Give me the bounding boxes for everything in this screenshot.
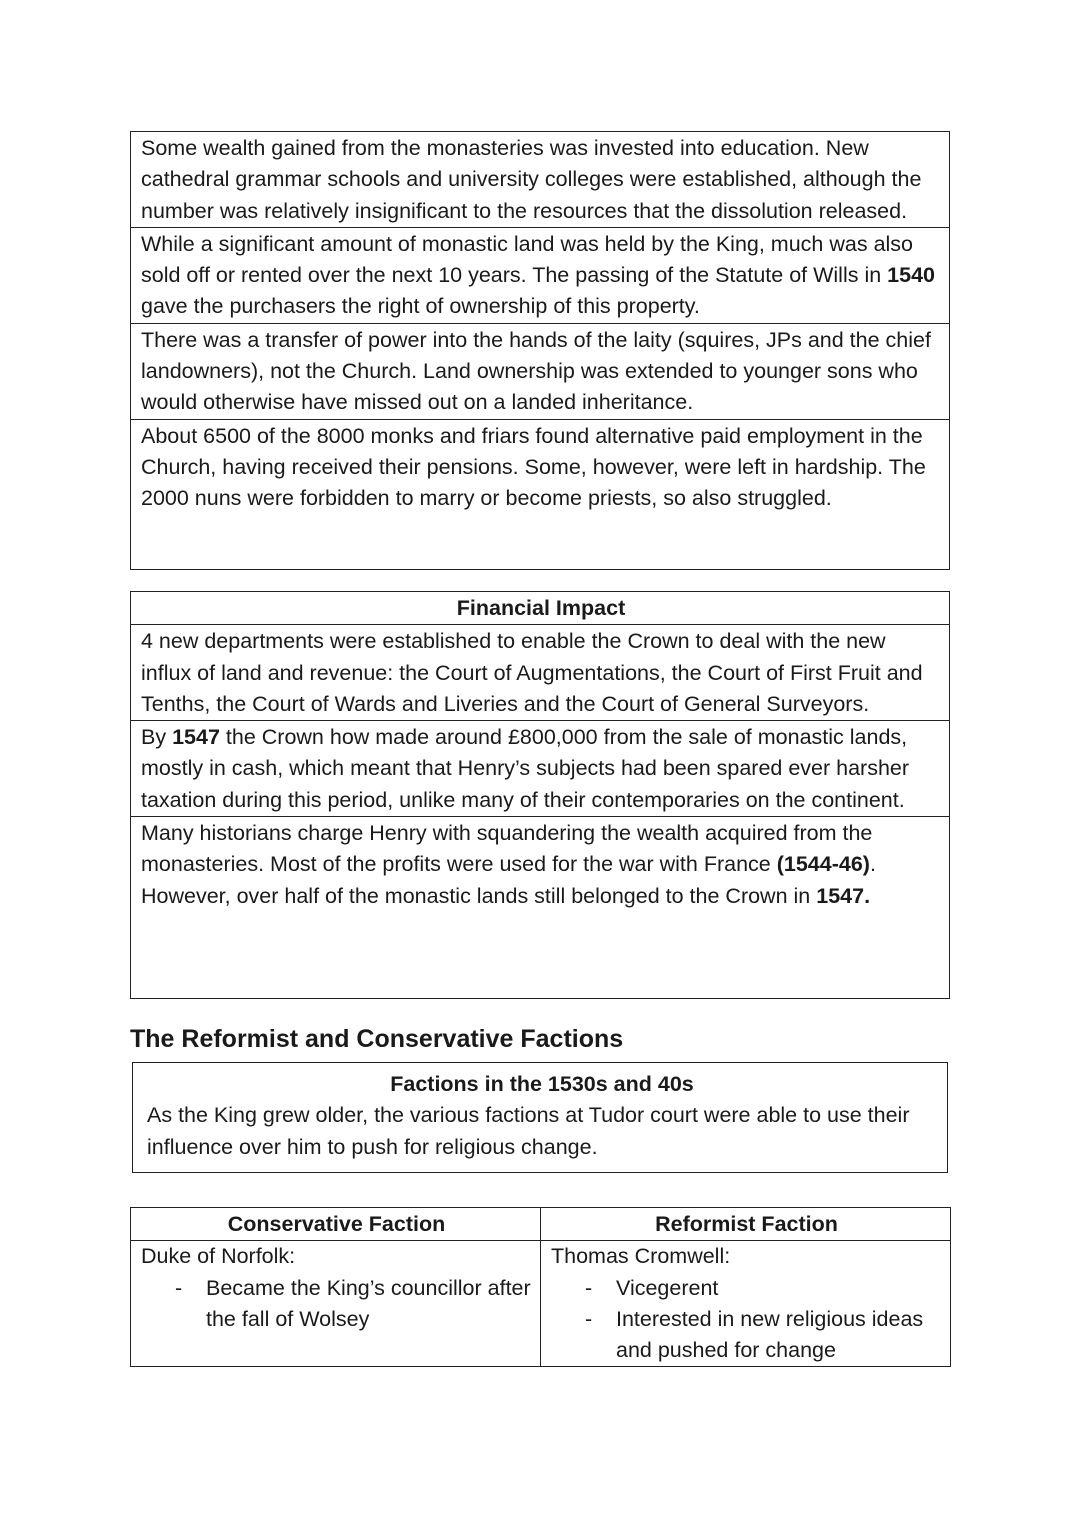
- conservative-points: [141, 1273, 532, 1336]
- squandering-paragraph: Many historians charge Henry with squandering the wealth acquired from the monasteries. Most of the profits were used for the war with France (1544-46). However, over half of the monastic lands still belonged to the Crown in 1547.: [131, 816, 949, 912]
- section-heading: The Reformist and Conservative Factions: [130, 1025, 624, 1053]
- conservative-cell: [131, 1241, 541, 1367]
- factions-intro-body: As the King grew older, the various factions at Tudor court were able to use their influence over him to push for religious change.: [147, 1103, 910, 1159]
- list-item: - Vicegerent: [551, 1273, 942, 1304]
- financial-impact-title: Financial Impact: [456, 596, 626, 620]
- list-item: - Became the King’s councillor after the fall of Wolsey: [141, 1273, 532, 1336]
- land-sale-paragraph: While a significant amount of monastic land was held by the King, much was also sold off or rented over the next 10 years. The passing of the Statute of Wills in 1540 gave the purchasers the right of ownership of this property.: [131, 227, 949, 323]
- reformist-cell: [541, 1241, 951, 1367]
- conservative-member-name: Duke of Norfolk:: [141, 1244, 296, 1269]
- factions-intro-title: Factions in the 1530s and 40s: [390, 1072, 694, 1096]
- reformist-member-name: Thomas Cromwell:: [551, 1244, 731, 1269]
- reformist-points: [551, 1273, 942, 1367]
- dissolution-effects-box: [130, 131, 950, 570]
- crown-revenue-paragraph: By 1547 the Crown how made around £800,000 from the sale of monastic lands, mostly in cash, which meant that Henry’s subjects had been spared ever harsher taxation during this period, unlike many of their contemporaries on the continent.: [131, 720, 949, 816]
- reformist-header: Reformist Faction: [541, 1208, 951, 1241]
- factions-table-row: [131, 1241, 951, 1367]
- factions-intro-box: [132, 1062, 948, 1173]
- monks-nuns-paragraph: About 6500 of the 8000 monks and friars found alternative paid employment in the Church, having received their pensions. Some, however, were left in hardship. The 2000 nuns were forbidden to marry or become priests, so also struggled.: [131, 419, 949, 515]
- factions-table: [130, 1207, 951, 1367]
- conservative-header: Conservative Faction: [131, 1208, 541, 1241]
- new-departments-paragraph: 4 new departments were established to enable the Crown to deal with the new influx of land and revenue: the Court of Augmentations, the Court of First Fruit and Tenths, the Court of Wards and Liveries and the Court of General Surveyors.: [131, 624, 949, 720]
- laity-power-paragraph: There was a transfer of power into the hands of the laity (squires, JPs and the chief landowners), not the Church. Land ownership was extended to younger sons who would otherwise have missed out on a landed inheritance.: [131, 323, 949, 419]
- factions-table-header-row: [131, 1208, 951, 1241]
- financial-impact-box: [130, 591, 950, 999]
- list-item: - Interested in new religious ideas and pushed for change: [551, 1304, 942, 1367]
- education-paragraph: Some wealth gained from the monasteries was invested into education. New cathedral grammar schools and university colleges were established, although the number was relatively insignificant to the resources that the dissolution released.: [141, 136, 922, 223]
